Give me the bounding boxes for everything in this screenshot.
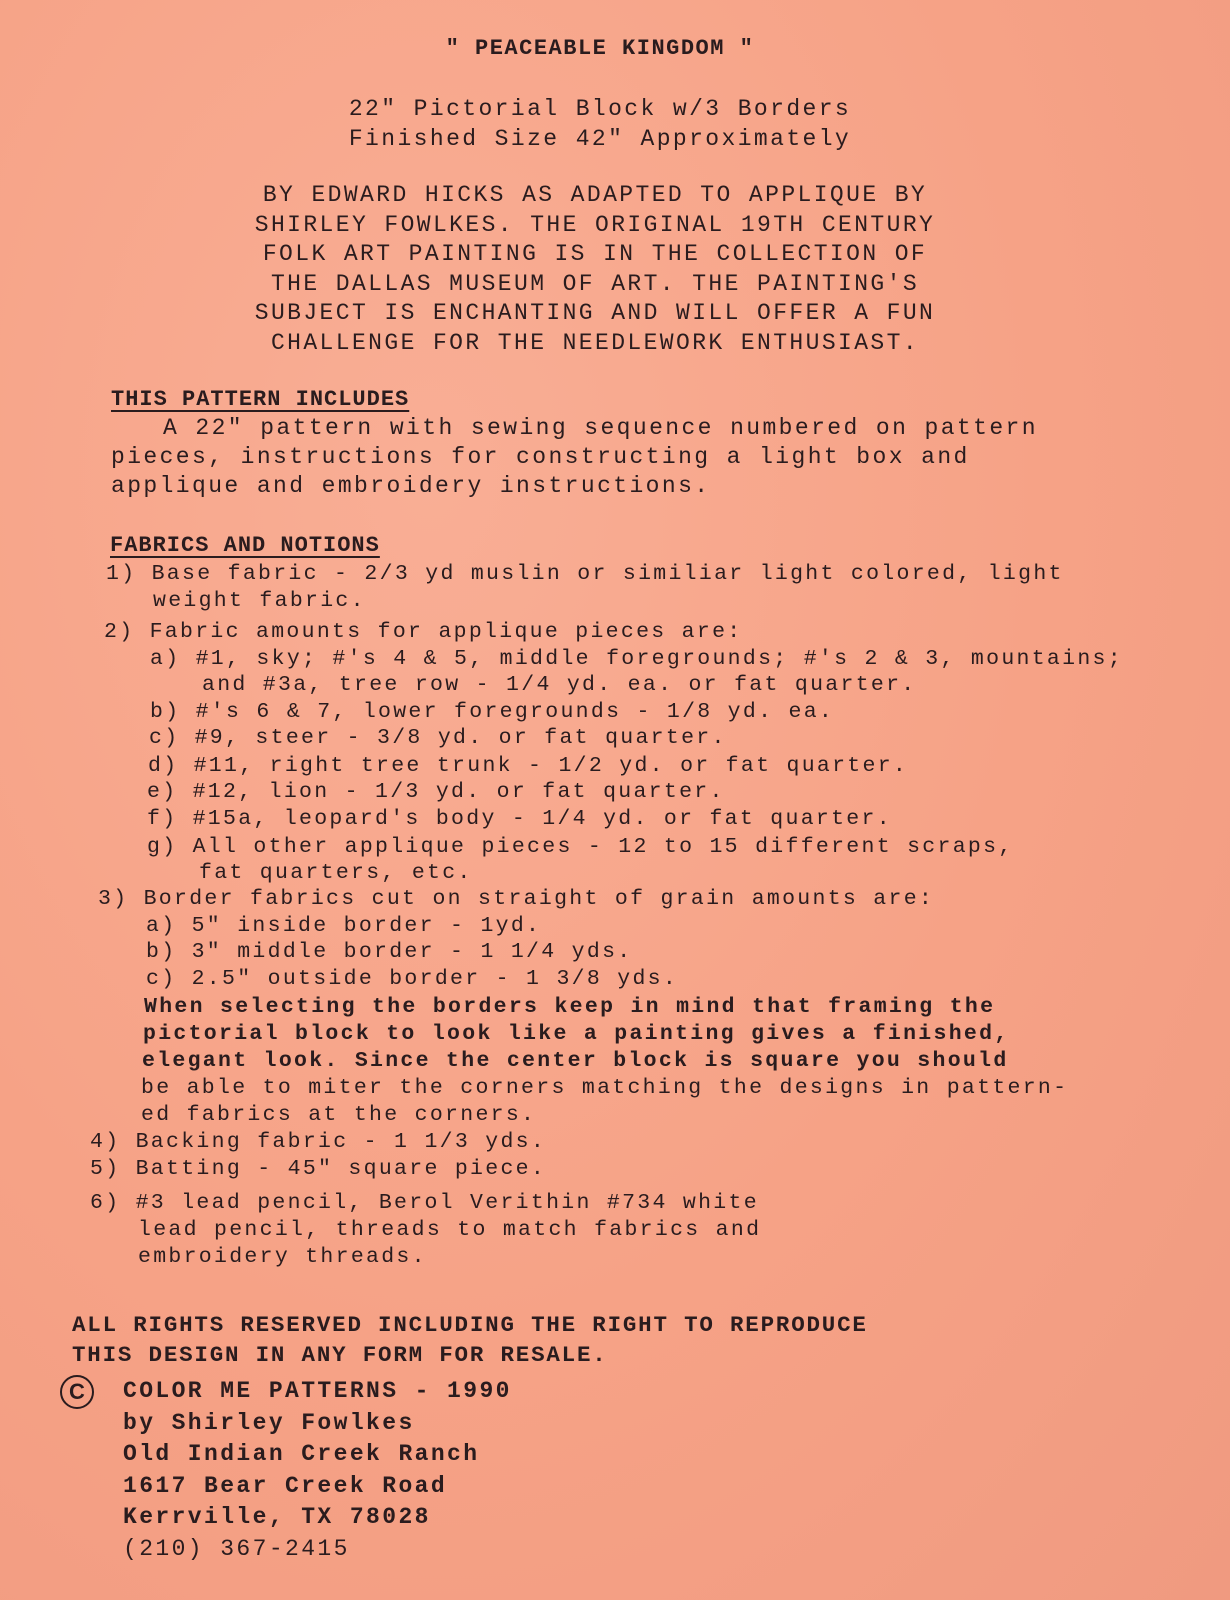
list-item: c) #9, steer - 3/8 yd. or fat quarter. <box>149 726 727 750</box>
contact-block <box>123 1376 512 1565</box>
list-item: 3) Border fabrics cut on straight of grain amounts are: <box>98 887 935 911</box>
list-item: d) #11, right tree trunk - 1/2 yd. or fat quarter. <box>148 754 909 778</box>
subtitle-block <box>0 94 1200 154</box>
list-item: embroidery threads. <box>138 1245 427 1269</box>
pattern-includes-text: A 22" pattern with sewing sequence numbered on pattern pieces, instructions for constructing a light box and applique and embroidery instructions. <box>111 415 1038 499</box>
phone-number: (210) 367-2415 <box>123 1535 350 1562</box>
intro-line: FOLK ART PAINTING IS IN THE COLLECTION OF <box>262 241 928 267</box>
list-item: b) 3" middle border - 1 1/4 yds. <box>146 940 633 964</box>
fabrics-heading: FABRICS AND NOTIONS <box>110 533 380 558</box>
list-item: ed fabrics at the corners. <box>141 1103 537 1127</box>
list-item: 6) #3 lead pencil, Berol Verithin #734 white <box>90 1191 759 1215</box>
document-title: " PEACEABLE KINGDOM " <box>445 36 755 61</box>
list-item: elegant look. Since the center block is square you should <box>142 1049 1009 1073</box>
list-item: pictorial block to look like a painting gives a finished, <box>143 1022 1010 1046</box>
list-item: fat quarters, etc. <box>199 861 473 885</box>
intro-paragraph <box>0 181 1190 358</box>
list-item: g) All other applique pieces - 12 to 15 different scraps, <box>147 835 1014 859</box>
list-item: and #3a, tree row - 1/4 yd. ea. or fat quarter. <box>202 673 917 697</box>
ranch-name: Old Indian Creek Ranch <box>123 1441 480 1467</box>
list-item: b) #'s 6 & 7, lower foregrounds - 1/8 yd. ea. <box>150 700 835 724</box>
list-item: 4) Backing fabric - 1 1/3 yds. <box>90 1130 547 1154</box>
company-name: COLOR ME PATTERNS - 1990 <box>123 1378 512 1404</box>
list-item: a) #1, sky; #'s 4 & 5, middle foregrounds; #'s 2 & 3, mountains; <box>150 647 1123 671</box>
street-address: 1617 Bear Creek Road <box>123 1472 448 1499</box>
list-item: f) #15a, leopard's body - 1/4 yd. or fat quarter. <box>147 807 892 831</box>
intro-line: SHIRLEY FOWLKES. THE ORIGINAL 19TH CENTURY <box>254 211 936 238</box>
list-item: 2) Fabric amounts for applique pieces are: <box>104 620 743 644</box>
pattern-includes-heading: THIS PATTERN INCLUDES <box>111 387 410 412</box>
list-item: lead pencil, threads to match fabrics and <box>138 1218 762 1242</box>
rights-line: ALL RIGHTS RESERVED INCLUDING THE RIGHT TO REPRODUCE <box>72 1312 868 1338</box>
subtitle-line: 22" Pictorial Block w/3 Borders <box>348 96 852 122</box>
intro-line: BY EDWARD HICKS AS ADAPTED TO APPLIQUE BY <box>262 182 928 208</box>
intro-line: SUBJECT IS ENCHANTING AND WILL OFFER A FUN <box>254 300 936 326</box>
rights-notice <box>72 1310 868 1370</box>
subtitle-line: Finished Size 42" Approximately <box>348 126 852 152</box>
city-address: Kerrville, TX 78028 <box>123 1504 431 1530</box>
author-name: by Shirley Fowlkes <box>123 1409 415 1436</box>
list-item: weight fabric. <box>153 589 366 613</box>
list-item: 1) Base fabric - 2/3 yd muslin or similiar light colored, light <box>106 562 1064 586</box>
list-item: c) 2.5" outside border - 1 3/8 yds. <box>146 967 679 991</box>
list-item: be able to miter the corners matching the designs in pattern- <box>141 1076 1069 1100</box>
list-item: 5) Batting - 45" square piece. <box>90 1157 547 1181</box>
list-item: When selecting the borders keep in mind that framing the <box>144 995 996 1019</box>
list-item: e) #12, lion - 1/3 yd. or fat quarter. <box>147 780 725 804</box>
rights-line: THIS DESIGN IN ANY FORM FOR RESALE. <box>72 1342 608 1368</box>
intro-line: THE DALLAS MUSEUM OF ART. THE PAINTING'S <box>270 270 920 297</box>
list-item: a) 5" inside border - 1yd. <box>146 914 542 938</box>
intro-line: CHALLENGE FOR THE NEEDLEWORK ENTHUSIAST. <box>270 329 920 356</box>
copyright-icon: C <box>60 1375 94 1409</box>
